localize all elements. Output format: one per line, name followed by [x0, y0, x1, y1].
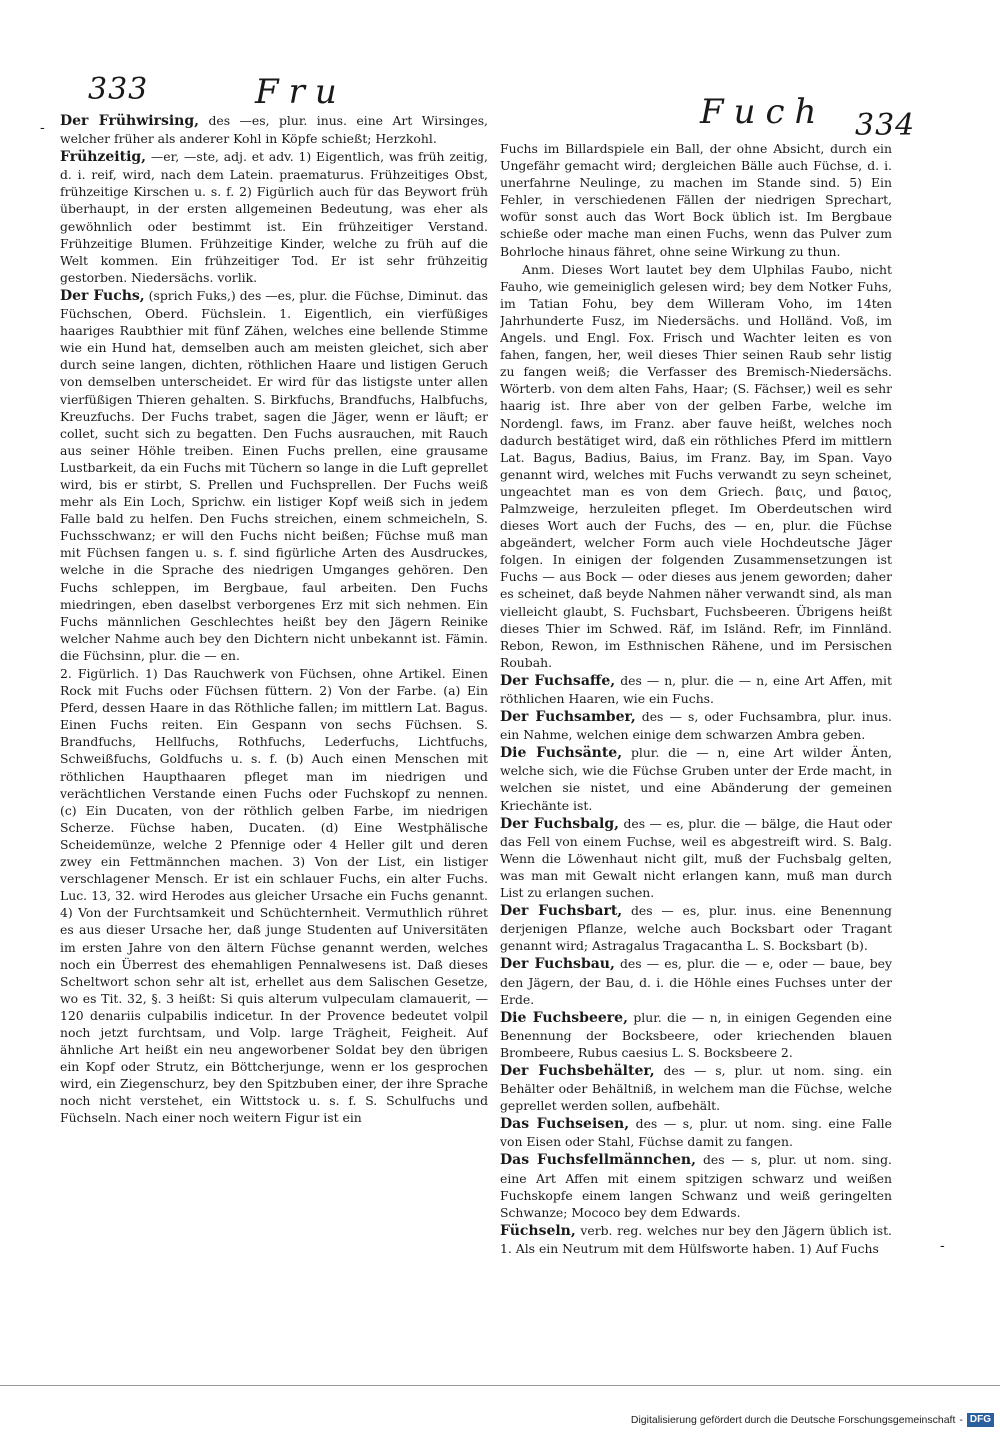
entry-body: plur. die — n, eine Art wilder Änten, welche sich, wie die Füchse Gruben unter der Erde macht, in welchen sie nistet, und eine Abänderung der gemeinen Kriechänte ist.: [500, 745, 892, 813]
entry-body: —er, —ste, adj. et adv. 1) Eigentlich, was früh zeitig, d. i. reif, wird, nach dem Latein. praematurus. Frühzeitiges Obst, frühzeitige Kirschen u. s. f. 2) Figürlich auch für das Beywort früh überhaupt, in der ersten allgemeinen Bedeutung, was eher als gewöhnlich oder bestimmt ist. Ein frühzeitiger Verstand. Frühzeitige Blumen. Frühzeitige Kinder, welche zu früh auf die Welt kommen. Ein frühzeitiger Tod. Er ist sehr frühzeitig gestorben. Niedersächs. vorlik.: [60, 149, 488, 285]
entry-body: plur. die — n, in einigen Gegenden eine Benennung der Bocksbeere, oder kriechenden blauen Brombeere, Rubus caesius L. S. Bocksbeere 2.: [500, 1009, 892, 1060]
dictionary-entry: [500, 140, 892, 260]
entry-headword: Der Fuchsbehälter,: [500, 1062, 655, 1079]
entry-body: 2. Figürlich. 1) Das Rauchwerk von Füchsen, ohne Artikel. Einen Rock mit Fuchs oder Füchsen füttern. 2) Von der Farbe. (a) Ein Pferd, dessen Haare in das Röthliche fallen; im mittlern Lat. Bagus. Einen Fuchs reiten. Ein Gespann von sechs Füchsen. S. Brandfuchs, Hellfuchs, Rothfuchs, Lederfuchs, Lichtfuchs, Schweißfuchs, Goldfuchs u. s. f. (b) Auch einen Menschen mit röthlichen Haupthaaren pfleget man im niedrigen und verächtlichen Verstande einen Fuchs oder Fuchskopf zu nennen. (c) Ein Ducaten, von der röthlich gelben Farbe, im niedrigen Scherze. Füchse haben, Ducaten. (d) Eine Westphälische Scheidemünze, welche 2 Pfennige oder 4 Heller gilt und deren zwey ein Fettmännchen machen. 3) Von der List, ein listiger verschlagener Mensch. Er ist ein schlauer Fuchs, ein alter Fuchs. Luc. 13, 32. wird Herodes aus gleicher Ursache ein Fuchs genannt. 4) Von der Furchtsamkeit und Schüchternheit. Vermuthlich rühret es aus dieser Ursache her, daß junge Studenten auf Universitäten im ersten Jahre von den ältern Füchse genannt werden, welches noch ein Überrest des ehemahligen Pennalwesens ist. Daß dieses Scheltwort schon sehr alt ist, erhellet aus dem Salischen Gesetze, wo es Tit. 32, §. 3 heißt: Si quis alterum vulpeculam clamauerit, —120 denariis culpabilis indicetur. In der Provence bedeutet volpil noch jetzt furchtsam, und Volp. large Trägheit, Feigheit. Auf ähnliche Art heißt ein neu angeworbener Soldat bey den übrigen ein Kopf oder Strutz, ein Böttcherjunge, wenn er los gesprochen wird, ein Ziegenschurz, bey den Spitzbuben einer, der ihre Sprache noch nicht verstehet, ein Wittstock u. s. f. S. Schulfuchs und Füchseln. Nach einer noch weitern Figur ist ein: [60, 666, 488, 1126]
entry-headword: Der Fuchsamber,: [500, 709, 636, 726]
dictionary-entry: [500, 815, 892, 901]
entry-headword: Füchseln,: [500, 1222, 576, 1239]
scan-edge-line: [0, 1385, 1000, 1386]
dfg-logo: DFG: [967, 1413, 994, 1427]
entry-body: des — n, plur. die — n, eine Art Affen, mit röthlichen Haaren, wie ein Fuchs.: [500, 672, 892, 706]
entry-body: Anm. Dieses Wort lautet bey dem Ulphilas Faubo, nicht Fauho, wie gemeiniglich gelesen wird; bey dem Notker Fuhs, im Tatian Fohu, bey dem Willeram Voho, im 14ten Jahrhunderte Fusz, im Niedersächs. und Holländ. Voß, im Angels. und Engl. Fox. Frisch und Wachter leiten es von fahen, fangen, her, weil dieses Thier seinen Raub sehr listig zu fangen weiß; die Verfasser des Bremisch-Niedersächs. Wörterb. von dem alten Fahs, Haar; (S. Fächser,) weil es sehr haarig ist. Ihre aber von der gelben Farbe, welche im Nordengl. faws, im Franz. aber fauve heißt, welches noch dadurch bestätiget wird, daß ein röthliches Pferd im mittlern Lat. Bagus, Badius, Baius, im Franz. Bay, im Span. Vayo genannt wird, welches mit Fuchs verwandt zu seyn scheinet, ungeachtet man es von dem Griech. βαις, und βαιος, Palmzweige, herzuleiten pfleget. Im Oberdeutschen wird dieses Wort auch der Fuchs, des — en, plur. die Füchse abgeändert, welcher Form auch viele Hochdeutsche Jäger folgen. In einigen der folgenden Zusammensetzungen ist Fuchs — aus Bock — oder dieses aus jenem geworden; daher es scheinet, daß beyde Nahmen näher verwandt sind, als man vielleicht glaubt, S. Fuchsbart, Fuchsbeeren. Übrigens heißt dieses Thier im Schwed. Räf, im Isländ. Refr, im Finnländ. Rebon, Rewon, im Esthnischen Rähene, und im Persischen Roubah.: [500, 261, 892, 670]
dictionary-entry: [500, 672, 892, 707]
dictionary-entry: [500, 261, 892, 671]
entry-body: des — s, oder Fuchsambra, plur. inus. ein Nahme, welchen einige dem schwarzen Ambra geben.: [500, 709, 892, 743]
left-page-number: 333: [88, 72, 149, 107]
entry-body: Fuchs im Billardspiele ein Ball, der ohne Absicht, durch ein Ungefähr gemacht wird; dergleichen Bälle auch Füchse, d. i. unerfahrne Neulinge, zu machen im Stande sind. 5) Ein Fehler, in verschiedenen Fällen der niedrigen Sprechart, wofür sonst auch das Wort Bock üblich ist. Im Bergbaue schieße oder mache man einen Fuchs, wenn das Pulver zum Bohrloche hinaus fähret, ohne seine Wirkung zu thun.: [500, 141, 892, 259]
entry-body: des — es, plur. inus. eine Benennung derjenigen Pflanze, welche auch Bocksbart oder Tragant genannt wird; Astragalus Tragacantha L. S. Bocksbart (b).: [500, 903, 892, 954]
dictionary-entry: [60, 287, 488, 664]
right-margin-mark: -: [940, 1238, 945, 1254]
entry-body: des — s, plur. ut nom. sing. eine Falle von Eisen oder Stahl, Füchse damit zu fangen.: [500, 1116, 892, 1150]
right-running-head: Fuch: [700, 92, 827, 132]
left-running-head: Fru: [255, 72, 347, 112]
entry-headword: Der Frühwirsing,: [60, 113, 200, 129]
entry-headword: Das Fuchsfellmännchen,: [500, 1152, 696, 1169]
entry-headword: Das Fuchseisen,: [500, 1116, 630, 1133]
dictionary-entry: [500, 1222, 892, 1257]
entry-headword: Die Fuchsänte,: [500, 745, 623, 762]
entry-body: des — es, plur. die — bälge, die Haut oder das Fell von einem Fuchse, weil es abgestreift wird. S. Balg. Wenn die Löwenhaut nicht gilt, muß der Fuchsbalg gelten, was man mit Gewalt nicht erlangen kann, muß man durch List zu erlangen suchen.: [500, 815, 892, 901]
entry-headword: Der Fuchs,: [60, 287, 145, 304]
footer-credit: Digitalisierung gefördert durch die Deutsche Forschungsgemeinschaft: [630, 1414, 956, 1426]
footer: [631, 1412, 994, 1428]
dictionary-entry: [500, 902, 892, 954]
entry-body: des — s, plur. ut nom. sing. eine Art Affen mit einem spitzigen schwarz und weißen Fuchskopfe einem langen Schwanz und weiß geringelten Schwanze; Mococo bey dem Edwards.: [500, 1152, 892, 1220]
dictionary-entry: [60, 665, 488, 1127]
entry-body: des — s, plur. ut nom. sing. ein Behälter oder Behältniß, in welchem man die Füchse, welche geprellet werden sollen, aufbehält.: [500, 1062, 892, 1114]
entry-headword: Der Fuchsbau,: [500, 956, 615, 973]
entry-body: des —es, plur. inus. eine Art Wirsinges, welcher früher als anderer Kohl in Köpfe schießt; Herzkohl.: [60, 113, 488, 147]
right-page-number: 334: [855, 108, 916, 143]
dictionary-entry: [500, 1115, 892, 1150]
right-column: [500, 140, 892, 1260]
entry-body: des — es, plur. die — e, oder — baue, bey den Jägern, der Bau, d. i. die Höhle eines Fuchses unter der Erde.: [500, 956, 892, 1007]
footer-separator: -: [959, 1414, 963, 1426]
entry-headword: Der Fuchsaffe,: [500, 672, 616, 689]
dictionary-entry: [500, 1062, 892, 1114]
entry-body: verb. reg. welches nur bey den Jägern üblich ist. 1. Als ein Neutrum mit dem Hülfsworte haben. 1) Auf Fuchs: [500, 1222, 892, 1256]
dictionary-entry: [60, 148, 488, 286]
entry-headword: Die Fuchsbeere,: [500, 1009, 628, 1026]
dictionary-entry: [500, 1151, 892, 1220]
left-margin-mark: -: [40, 120, 45, 136]
dictionary-entry: [500, 744, 892, 813]
entry-headword: Frühzeitig,: [60, 149, 147, 166]
entry-headword: Der Fuchsbart,: [500, 903, 623, 920]
dictionary-entry: [500, 708, 892, 743]
dictionary-entry: [60, 112, 488, 147]
dictionary-entry: [500, 955, 892, 1007]
entry-headword: Der Fuchsbalg,: [500, 815, 620, 832]
dictionary-entry: [500, 1009, 892, 1061]
left-column: [60, 112, 488, 1387]
entry-body: (sprich Fuks,) des —es, plur. die Füchse, Diminut. das Füchschen, Oberd. Füchslein. 1. Eigentlich, ein vierfüßiges haariges Raubthier mit fünf Zähen, welches eine bellende Stimme wie ein Hund hat, demselben auch am meisten gleichet, sich aber durch seine langen, dichten, röthlichen Haare und listigen Geruch von demselben unterscheidet. Er wird für das listigste unter allen vierfüßigen Thieren gehalten. S. Birkfuchs, Brandfuchs, Halbfuchs, Kreuzfuchs. Der Fuchs trabet, sagen die Jäger, wenn er läuft; er collet, sucht sich zu begatten. Den Fuchs ausrauchen, mit Rauch aus seiner Höhle treiben. Einen Fuchs prellen, eine grausame Lustbarkeit, da ein Fuchs mit Tüchern so lange in die Luft geprellet wird, bis er stirbt, S. Prellen und Fuchsprellen. Der Fuchs weiß mehr als Ein Loch, Sprichw. ein listiger Kopf weiß sich in jedem Falle bald zu helfen. Den Fuchs streichen, einem schmeicheln, S. Fuchsschwanz; er will den Fuchs nicht beißen; Füchse muß man mit Füchsen fangen u. s. f. sind figürliche Arten des Ausdruckes, welche in die Sprache des niedrigen Umganges gehören. Den Fuchs schleppen, im Bergbaue, faul arbeiten. Den Fuchs miedringen, eben daselbst verborgenes Erz mit sich nehmen. Ein Fuchs männlichen Geschlechtes heißt bey den Jägern Reinike welcher Nahme auch bey den Dichtern nicht unbekannt ist. Fämin. die Füchsinn, plur. die — en.: [60, 287, 488, 663]
